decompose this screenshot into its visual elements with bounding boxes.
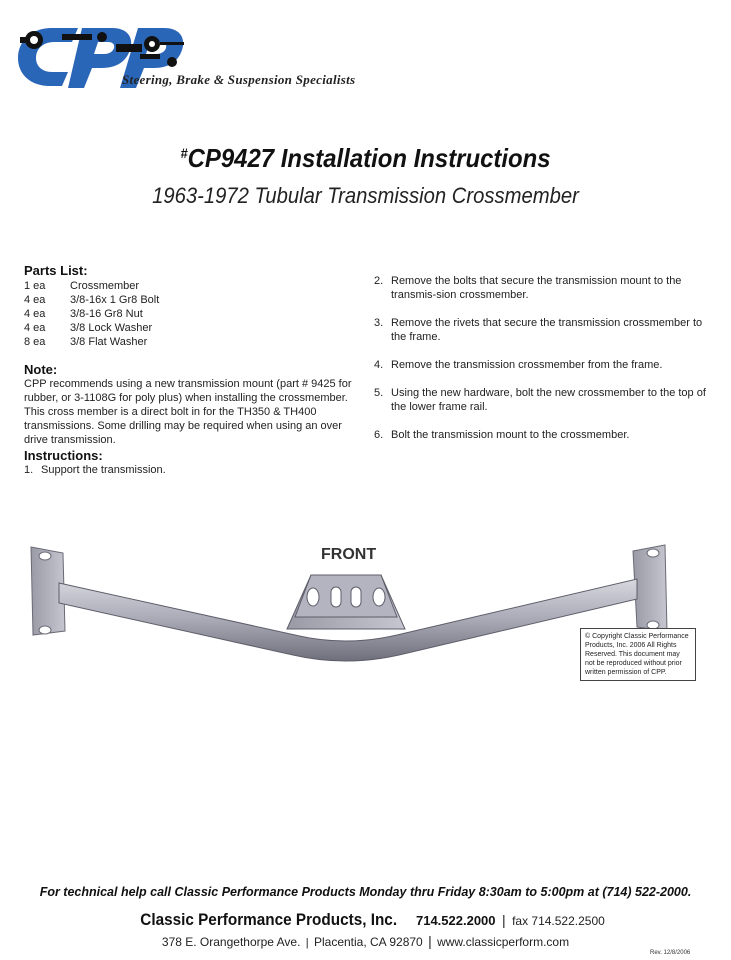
title-text: CP9427 Installation Instructions bbox=[187, 143, 551, 173]
website-link[interactable]: www.classicperform.com bbox=[437, 935, 570, 949]
step-text: Support the transmission. bbox=[41, 464, 166, 476]
parts-list bbox=[24, 279, 344, 349]
front-label: FRONT bbox=[321, 546, 377, 563]
part-row bbox=[24, 279, 344, 293]
separator: | bbox=[305, 937, 309, 949]
step-number: 6. bbox=[374, 429, 384, 441]
step-text: Remove the rivets that secure the transmission crossmember to the frame. bbox=[391, 317, 703, 343]
title-hash: # bbox=[180, 145, 188, 161]
step-number: 2. bbox=[374, 275, 384, 287]
revision-date: Rev. 12/8/2006 bbox=[650, 950, 691, 956]
step-text: Using the new hardware, bolt the new crossmember to the top of the lower frame rail. bbox=[391, 387, 706, 413]
company-fax: fax 714.522.2500 bbox=[512, 914, 605, 928]
part-qty: 1 ea bbox=[24, 280, 46, 292]
part-row bbox=[24, 307, 344, 321]
parts-list-heading: Parts List: bbox=[24, 263, 88, 278]
company-phone: 714.522.2000 bbox=[415, 913, 496, 928]
instructions-heading: Instructions: bbox=[24, 448, 103, 463]
instruction-step bbox=[374, 386, 714, 414]
address-line bbox=[0, 933, 731, 949]
step-text: Remove the transmission crossmember from the frame. bbox=[391, 359, 663, 371]
step-number: 1. bbox=[24, 464, 34, 476]
instruction-step bbox=[374, 428, 714, 442]
part-qty: 4 ea bbox=[24, 308, 46, 320]
part-desc: 3/8 Flat Washer bbox=[70, 336, 148, 348]
part-row bbox=[24, 321, 344, 335]
note-heading: Note: bbox=[24, 362, 58, 377]
company-contact-line bbox=[0, 910, 731, 930]
tech-help-line: For technical help call Classic Performance Products Monday thru Friday 8:30am to 5:00pm at (714) 522-2000. bbox=[39, 885, 692, 899]
step-text: Remove the bolts that secure the transmission mount to the transmis-sion crossmember. bbox=[391, 275, 682, 301]
instruction-step bbox=[374, 358, 714, 372]
page-subtitle: 1963-1972 Tubular Transmission Crossmember bbox=[152, 183, 579, 208]
instruction-step bbox=[374, 274, 714, 302]
separator: | bbox=[501, 912, 506, 928]
instruction-step bbox=[374, 316, 714, 344]
part-qty: 4 ea bbox=[24, 294, 46, 306]
street-address: 378 E. Orangethorpe Ave. bbox=[161, 935, 301, 949]
instruction-steps bbox=[374, 274, 714, 456]
step-number: 5. bbox=[374, 387, 384, 399]
part-qty: 8 ea bbox=[24, 336, 46, 348]
part-desc: 3/8-16x 1 Gr8 Bolt bbox=[70, 294, 160, 306]
part-qty: 4 ea bbox=[24, 322, 46, 334]
part-desc: Crossmember bbox=[70, 280, 140, 292]
note-text: CPP recommends using a new transmission mount (part # 9425 for rubber, or 3-1108G for poly plus) when installing the crossmember. This cross member is a direct bolt in for the TH350 & TH400 transmissions. Some drilling may be required when using an over drive transmission. bbox=[24, 378, 352, 446]
page-title bbox=[29, 143, 702, 174]
part-row bbox=[24, 335, 344, 349]
city-address: Placentia, CA 92870 bbox=[313, 935, 423, 949]
copyright-box: © Copyright Classic Performance Products, Inc. 2006 All Rights Reserved. This document may not be reproduced without prior written permission of CPP. bbox=[580, 628, 696, 681]
step-number: 3. bbox=[374, 317, 384, 329]
separator: | bbox=[428, 933, 432, 949]
tagline: Steering, Brake & Suspension Specialists bbox=[122, 72, 356, 87]
instruction-step bbox=[24, 463, 354, 477]
part-desc: 3/8 Lock Washer bbox=[70, 322, 153, 334]
step-text: Bolt the transmission mount to the crossmember. bbox=[391, 429, 630, 441]
part-row bbox=[24, 293, 344, 307]
step-number: 4. bbox=[374, 359, 384, 371]
company-name: Classic Performance Products, Inc. bbox=[140, 910, 398, 929]
part-desc: 3/8-16 Gr8 Nut bbox=[70, 308, 143, 320]
